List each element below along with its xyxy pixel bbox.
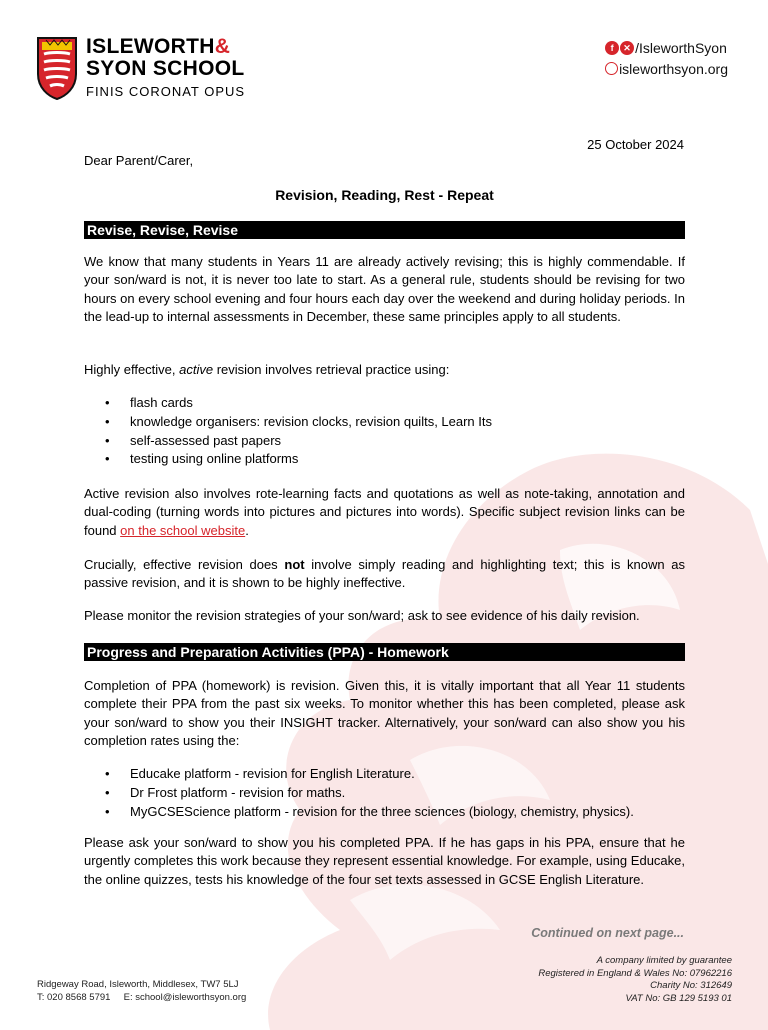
registered-line: Registered in England & Wales No: 07962216 [538, 967, 732, 979]
list-item: • flash cards [84, 394, 685, 413]
company-line: A company limited by guarantee [596, 955, 732, 966]
phone-email-line: T: 020 8568 5791 E: school@isleworthsyon.org [37, 991, 247, 1003]
text-span: revision involves retrieval practice using: [213, 362, 450, 377]
school-logo [36, 36, 245, 103]
section-heading-ppa: Progress and Preparation Activities (PPA) - Homework [84, 643, 685, 661]
list-item: • Educake platform - revision for English Literature. [84, 765, 685, 784]
website-link[interactable]: isleworthsyon.org [619, 60, 728, 77]
school-name-ampersand: & [214, 35, 231, 58]
paragraph-monitor: Please monitor the revision strategies of your son/ward; ask to see evidence of his daily revision. [84, 608, 640, 623]
school-crest-icon [36, 36, 78, 100]
paragraph-passive-revision [84, 556, 685, 593]
list-item: • self-assessed past papers [84, 432, 685, 451]
revision-methods-list [84, 394, 685, 469]
salutation: Dear Parent/Carer, [84, 153, 194, 168]
school-website-link[interactable]: on the school website [120, 522, 246, 538]
text-span: involve simply reading and highlighting text; this is known as passive revision, and it is shown to be highly ineffective. [84, 557, 685, 591]
text-span: Crucially, effective revision does [84, 557, 285, 572]
letter-date: 25 October 2024 [587, 137, 684, 152]
paragraph-ppa-intro: Completion of PPA (homework) is revision. Given this, it is vitally important that all Year 11 students complete their PPA from the past six weeks. To monitor whether this has been completed, please ask your son/ward to show you their INSIGHT tracker. Alternatively, your son/ward can also show you his completion rates using the: [84, 678, 685, 748]
list-item: • testing using online platforms [84, 450, 685, 469]
header-contact [605, 37, 728, 79]
x-icon[interactable]: ✕ [620, 41, 634, 55]
facebook-icon[interactable]: f [605, 41, 619, 55]
school-motto: FINIS CORONAT OPUS [86, 84, 246, 99]
school-name-line1: ISLEWORTH [86, 35, 215, 58]
text-span: Active revision also involves rote-learning facts and quotations as well as note-taking, annotation and dual-coding (turning words into pictures and pictures into words). Specific subject revision links can be found [84, 486, 685, 538]
vat-line: VAT No: GB 129 5193 01 [625, 992, 732, 1004]
charity-line: Charity No: 312649 [650, 980, 732, 991]
address-line: Ridgeway Road, Isleworth, Middlesex, TW7 5LJ [37, 979, 239, 990]
paragraph-active-revision [84, 361, 685, 379]
list-item: • knowledge organisers: revision clocks, revision quilts, Learn Its [84, 413, 685, 432]
text-span: Highly effective, [84, 362, 180, 377]
footer-address [37, 979, 246, 1004]
platforms-list [84, 765, 685, 821]
school-name-line2: SYON SCHOOL [86, 57, 245, 80]
paragraph-revision-intro: We know that many students in Years 11 are already actively revising; this is highly commendable. If your son/ward is not, it is never too late to start. As a general rule, students should be revising for two hours on every school evening and four hours each day over the weekend and during holiday periods. In the lead-up to internal assessments in December, these same principles apply to all students. [84, 254, 685, 324]
paragraph-completed-ppa: Please ask your son/ward to show you his completed PPA. If he has gaps in his PPA, ensure that he urgently completes this work because they represent essential knowledge. For example, using Educake, the online quizzes, tests his knowledge of the four set texts assessed in GCSE English Literature. [84, 835, 685, 887]
footer-company-info [538, 955, 732, 1005]
list-item: • Dr Frost platform - revision for maths. [84, 784, 685, 803]
letter-title: Revision, Reading, Rest - Repeat [275, 187, 494, 203]
text-span: . [245, 522, 249, 538]
emphasis-active: active [179, 362, 214, 377]
continued-note: Continued on next page... [531, 926, 684, 940]
paragraph-rote-learning [84, 485, 685, 540]
section-heading-revise: Revise, Revise, Revise [84, 221, 685, 239]
social-handle[interactable]: /IsleworthSyon [635, 39, 727, 56]
bold-not: not [284, 557, 305, 572]
list-item: • MyGCSEScience platform - revision for the three sciences (biology, chemistry, physics). [84, 803, 685, 822]
globe-icon [605, 62, 618, 75]
